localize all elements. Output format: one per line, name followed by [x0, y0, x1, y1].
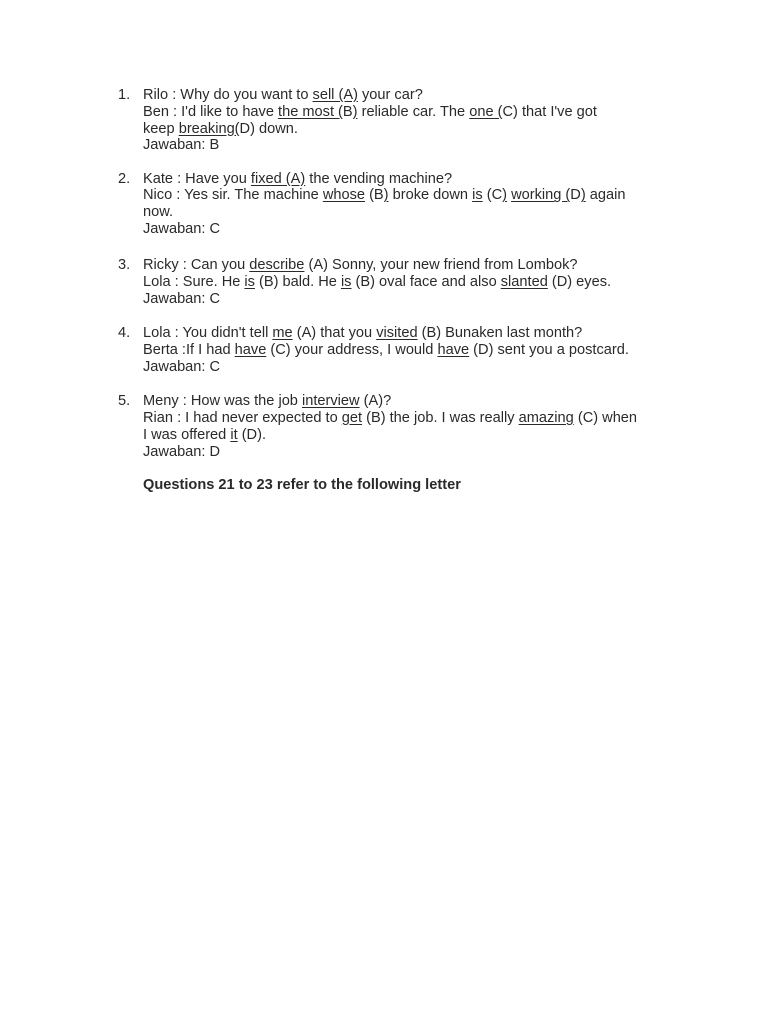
- text-segment: now.: [143, 204, 174, 221]
- answer-line: [143, 291, 678, 308]
- underlined-text: interview: [301, 393, 360, 410]
- underlined-text: breaking(: [178, 120, 240, 137]
- answer-line: [143, 444, 678, 461]
- text-segment: (A) that you: [292, 325, 377, 342]
- text-segment: Lola : Sure. He: [143, 274, 245, 291]
- dialogue-line: [143, 342, 678, 359]
- underlined-text: ): [383, 187, 389, 204]
- underlined-text: me: [272, 325, 293, 342]
- text-segment: (A) Sonny, your new friend from Lombok?: [304, 257, 578, 274]
- text-segment: Kate : Have you: [143, 170, 251, 187]
- text-segment: (B) bald. He: [254, 274, 341, 291]
- question-list: [118, 87, 678, 460]
- text-segment: C) that I've got: [502, 103, 597, 120]
- question-item: [118, 171, 678, 238]
- text-segment: (D) eyes.: [547, 274, 612, 291]
- text-segment: keep: [143, 120, 179, 137]
- text-segment: (B) Bunaken last month?: [417, 325, 583, 342]
- text-segment: Jawaban: D: [143, 443, 221, 460]
- dialogue-line: [143, 325, 678, 342]
- question-number: 1.: [118, 87, 131, 103]
- underlined-text: ): [502, 187, 507, 204]
- underlined-text: have: [234, 342, 267, 359]
- dialogue-line: [143, 171, 678, 188]
- text-segment: (B) the job. I was really: [362, 409, 519, 426]
- text-segment: again: [585, 187, 626, 204]
- text-segment: Jawaban: B: [143, 137, 220, 154]
- text-segment: (D).: [237, 426, 267, 443]
- text-segment: Meny : How was the job: [143, 393, 302, 410]
- dialogue-line: [143, 204, 678, 221]
- text-segment: Ricky : Can you: [143, 257, 250, 274]
- underlined-text: whose: [322, 187, 366, 204]
- underlined-text: the most (: [278, 103, 343, 120]
- text-segment: (C) your address, I would: [266, 342, 438, 359]
- text-segment: (C: [482, 187, 503, 204]
- dialogue-line: [143, 274, 678, 291]
- document-body: [118, 87, 678, 494]
- dialogue-line: [143, 104, 678, 121]
- text-segment: your car?: [357, 87, 423, 103]
- text-segment: Rian : I had never expected to: [143, 409, 342, 426]
- answer-line: [143, 137, 678, 154]
- question-item: [118, 393, 678, 460]
- underlined-text: ): [352, 103, 358, 120]
- question-number: 4.: [118, 325, 131, 342]
- question-item: [118, 257, 678, 307]
- answer-line: [143, 221, 678, 238]
- underlined-text: is: [340, 274, 352, 291]
- dialogue-line: [143, 410, 678, 427]
- dialogue-line: [143, 427, 678, 444]
- text-segment: Jawaban: C: [143, 221, 221, 238]
- text-segment: Nico : Yes sir. The machine: [143, 187, 323, 204]
- text-segment: Rilo : Why do you want to: [143, 87, 313, 103]
- underlined-text: amazing: [518, 409, 574, 426]
- text-segment: Jawaban: C: [143, 358, 221, 375]
- answer-line: [143, 359, 678, 376]
- underlined-text: slanted: [500, 274, 548, 291]
- section-heading: Questions 21 to 23 refer to the following letter: [143, 477, 461, 494]
- text-segment: (B) oval face and also: [351, 274, 501, 291]
- underlined-text: ): [580, 187, 586, 204]
- text-segment: reliable car. The: [357, 103, 470, 120]
- dialogue-line: [143, 187, 678, 204]
- underlined-text: is: [244, 274, 255, 291]
- underlined-text: one (: [469, 103, 503, 120]
- text-segment: B: [342, 103, 353, 120]
- dialogue-line: [143, 393, 678, 410]
- underlined-text: is: [472, 187, 483, 204]
- text-segment: broke down: [388, 187, 473, 204]
- dialogue-line: [143, 121, 678, 138]
- underlined-text: working (: [511, 187, 571, 204]
- question-item: [118, 87, 678, 154]
- dialogue-line: [143, 87, 678, 104]
- text-segment: (B: [365, 187, 384, 204]
- text-segment: Jawaban: C: [143, 290, 221, 307]
- text-segment: D) down.: [239, 120, 298, 137]
- text-segment: Berta :If I had: [143, 342, 235, 359]
- text-segment: D: [570, 187, 581, 204]
- underlined-text: sell (A): [312, 87, 358, 103]
- text-segment: Lola : You didn't tell: [143, 325, 273, 342]
- text-segment: (A)?: [359, 393, 392, 410]
- underlined-text: it: [230, 426, 238, 443]
- text-segment: (D) sent you a postcard.: [469, 342, 629, 359]
- underlined-text: have: [437, 342, 470, 359]
- text-segment: (C) when: [573, 409, 638, 426]
- question-item: [118, 325, 678, 375]
- text-segment: Ben : I'd like to have: [143, 103, 279, 120]
- underlined-text: fixed (A): [250, 170, 306, 187]
- dialogue-line: [143, 257, 678, 274]
- question-number: 2.: [118, 170, 131, 187]
- text-segment: the vending machine?: [305, 170, 453, 187]
- underlined-text: visited: [376, 325, 418, 342]
- question-number: 3.: [118, 257, 131, 274]
- underlined-text: describe: [249, 257, 305, 274]
- underlined-text: get: [341, 409, 363, 426]
- text-segment: I was offered: [143, 426, 231, 443]
- question-number: 5.: [118, 393, 131, 410]
